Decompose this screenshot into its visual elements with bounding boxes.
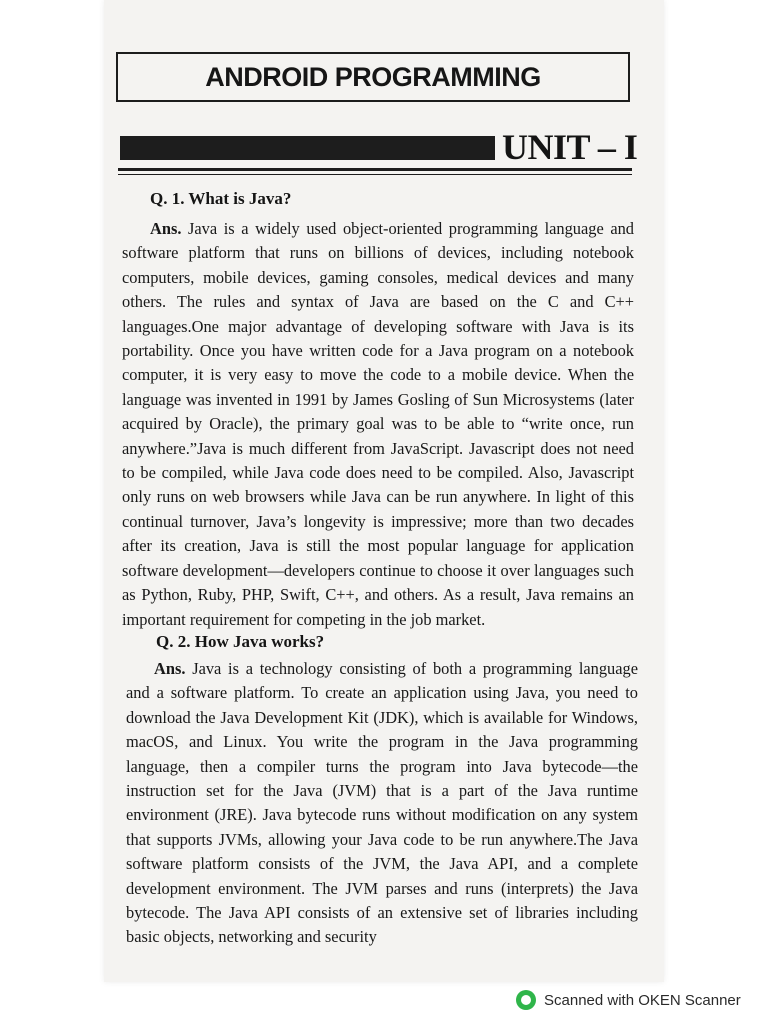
answer-1	[122, 217, 634, 632]
question-1: Q. 1. What is Java?	[150, 189, 292, 208]
book-title: ANDROID PROGRAMMING	[205, 61, 541, 92]
unit-header-bar	[120, 136, 495, 160]
answer-1-label: Ans.	[150, 219, 182, 238]
header-rule-thin	[118, 174, 632, 175]
answer-2	[126, 657, 638, 950]
answer-2-text: Java is a technology consisting of both a programming language and a software platform. To create an application using Java, you need to download the Java Development Kit (JDK), which is available for Windows, macOS, and Linux. You write the program in the Java programming language, then a compiler turns the program into Java bytecode—the instruction set for the Java (JVM) that is a part of the Java runtime environment (JRE). Java bytecode runs without modification on any system that supports JVMs, allowing your Java code to be run anywhere.The Java software platform consists of the JVM, the Java API, and a complete development environment. The JVM parses and runs (interprets) the Java bytecode. The Java API consists of an extensive set of libraries including basic objects, networking and security	[126, 659, 638, 947]
scanner-watermark-text: Scanned with OKEN Scanner	[544, 991, 741, 1009]
scanner-watermark	[516, 990, 741, 1010]
answer-2-label: Ans.	[154, 659, 186, 678]
book-title-box	[116, 52, 630, 102]
oken-scanner-logo-icon	[516, 990, 536, 1010]
unit-title: UNIT – I	[502, 127, 638, 167]
answer-1-text: Java is a widely used object-oriented programming language and software platform that runs on billions of devices, including notebook computers, mobile devices, gaming consoles, medical devices and many others. The rules and syntax of Java are based on the C and C++ languages.One major advantage of developing software with Java is its portability. Once you have written code for a Java program on a notebook computer, it is very easy to move the code to a mobile device. When the language was invented in 1991 by James Gosling of Sun Microsystems (later acquired by Oracle), the primary goal was to be able to “write once, run anywhere.”Java is much different from JavaScript. Javascript does not need to be compiled, while Java code does need to be compiled. Also, Javascript only runs on web browsers while Java can be run anywhere. In light of this continual turnover, Java’s longevity is impressive; more than two decades after its creation, Java is still the most popular language for application software development—developers continue to choose it over languages such as Python, Ruby, PHP, Swift, C++, and others. As a result, Java remains an important requirement for competing in the job market.	[122, 219, 634, 629]
question-2: Q. 2. How Java works?	[156, 632, 325, 651]
header-rule-thick	[118, 168, 632, 171]
